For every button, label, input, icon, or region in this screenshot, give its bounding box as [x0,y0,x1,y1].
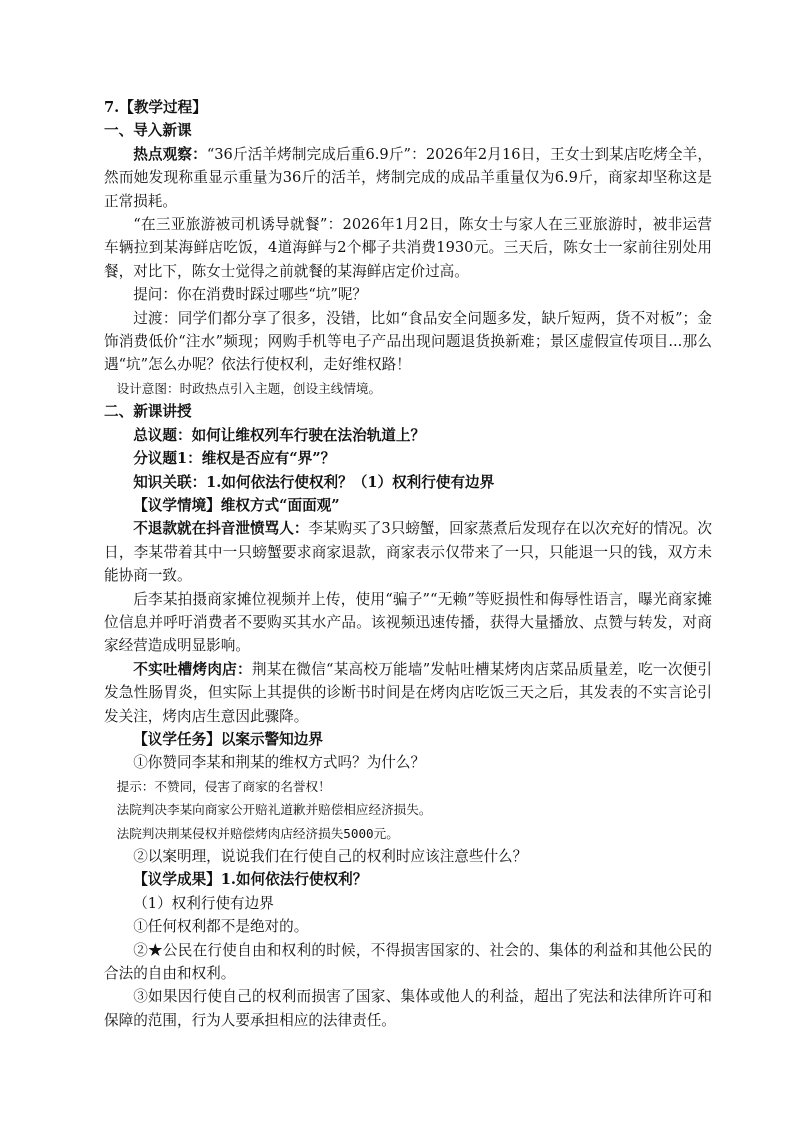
task-heading: 【议学任务】以案示警知边界 [133,730,323,748]
section-heading-intro: 一、导入新课 [104,122,192,140]
case1-paragraph [104,517,712,587]
case1-label: 不退款就在抖音泄愤骂人： [133,520,309,538]
result-subheading: （1）权利行使有边界 [133,894,274,912]
question-paragraph: 提问：你在消费时踩过哪些“坑”呢？ [133,286,368,304]
hot-observation-label: 热点观察： [133,145,207,163]
result-heading: 【议学成果】1.如何依法行使权利？ [133,871,368,889]
total-topic: 总议题：如何让维权列车行驶在法治轨道上？ [133,426,426,444]
transition-paragraph: 过渡：同学们都分享了很多，没错，比如“食品安全问题多发，缺斤短两，货不对板”；金饰消费低价“注水”频现；网购手机等电子产品出现问题退货换新难；景区虚假宣传项目...那么遇“坑”怎么办呢？依法行使权利，走好维权路！ [104,309,712,374]
sub-topic: 分议题1：维权是否应有“界”？ [133,450,336,468]
hint-3: 法院判决荆某侵权并赔偿烤肉店经济损失5000元。 [116,825,399,841]
task-question-2: ②以案明理，说说我们在行使自己的权利时应该注意些什么？ [133,848,528,865]
task-question-1: ①你赞同李某和荆某的维权方式吗？为什么？ [133,754,426,772]
case2-paragraph [104,658,712,728]
case1-text: 李某购买了3只螃蟹，回家蒸煮后发现存在以次充好的情况。次日，李某带着其中一只螃蟹要求商家退款，商家表示仅带来了一只，只能退一只的钱，双方未能协商一致。 [104,520,712,585]
point-3: ③如果因行使自己的权利而损害了国家、集体或他人的利益，超出了宪法和法律所许可和保障的范围，行为人要承担相应的法律责任。 [104,988,712,1029]
main-heading: 7.【教学过程】 [104,99,207,116]
knowledge-link: 知识关联：1.如何依法行使权利？（1）权利行使有边界 [133,473,495,491]
sanya-paragraph: “在三亚旅游被司机诱导就餐”：2026年1月2日，陈女士与家人在三亚旅游时，被非运营车辆拉到某海鲜店吃饭，4道海鲜与2个椰子共消费1930元。三天后，陈女士一家前往别处用餐，对比下，陈女士觉得之前就餐的某海鲜店定价过高。 [104,216,712,280]
hot-observation-text: “36斤活羊烤制完成后重6.9斤”：2026年2月16日，王女士到某店吃烤全羊，然而她发现称重显示重量为36斤的活羊，烤制完成的成品羊重量仅为6.9斤，商家却坚称这是正常损耗。 [104,145,712,210]
case2-text: 荆某在微信“某高校万能墙”发帖吐槽某烤肉店菜品质量差，吃一次便引发急性肠胃炎，但实际上其提供的诊断书时间是在烤肉店吃饭三天之后，其发表的不实言论引发关注，烤肉店生意因此骤降。 [104,660,712,725]
case2-label: 不实吐槽烤肉店： [133,660,252,678]
hint-1: 提示：不赞同，侵害了商家的名誉权！ [116,778,331,794]
scenario-heading: 【议学情境】维权方式“面面观” [133,496,340,514]
document-body [104,96,712,1032]
case1-paragraph-2: 后李某拍摄商家摊位视频并上传，使用“骗子”“无赖”等贬损性和侮辱性语言，曝光商家摊位信息并呼吁消费者不要购买其水产品。该视频迅速传播，获得大量播放、点赞与转发，对商家经营造成明显影响。 [104,590,712,655]
design-intent-note: 设计意图：时政热点引入主题，创设主线情境。 [116,380,382,396]
section-heading-new: 二、新课讲授 [104,403,192,421]
point-1: ①任何权利都不是绝对的。 [133,918,309,936]
point-2: ②★公民在行使自由和权利的时候，不得损害国家的、社会的、集体的利益和其他公民的合法的自由和权利。 [104,941,712,983]
hot-observation-paragraph [104,143,712,213]
hint-2: 法院判决李某向商家公开赔礼道歉并赔偿相应经济损失。 [116,802,432,818]
